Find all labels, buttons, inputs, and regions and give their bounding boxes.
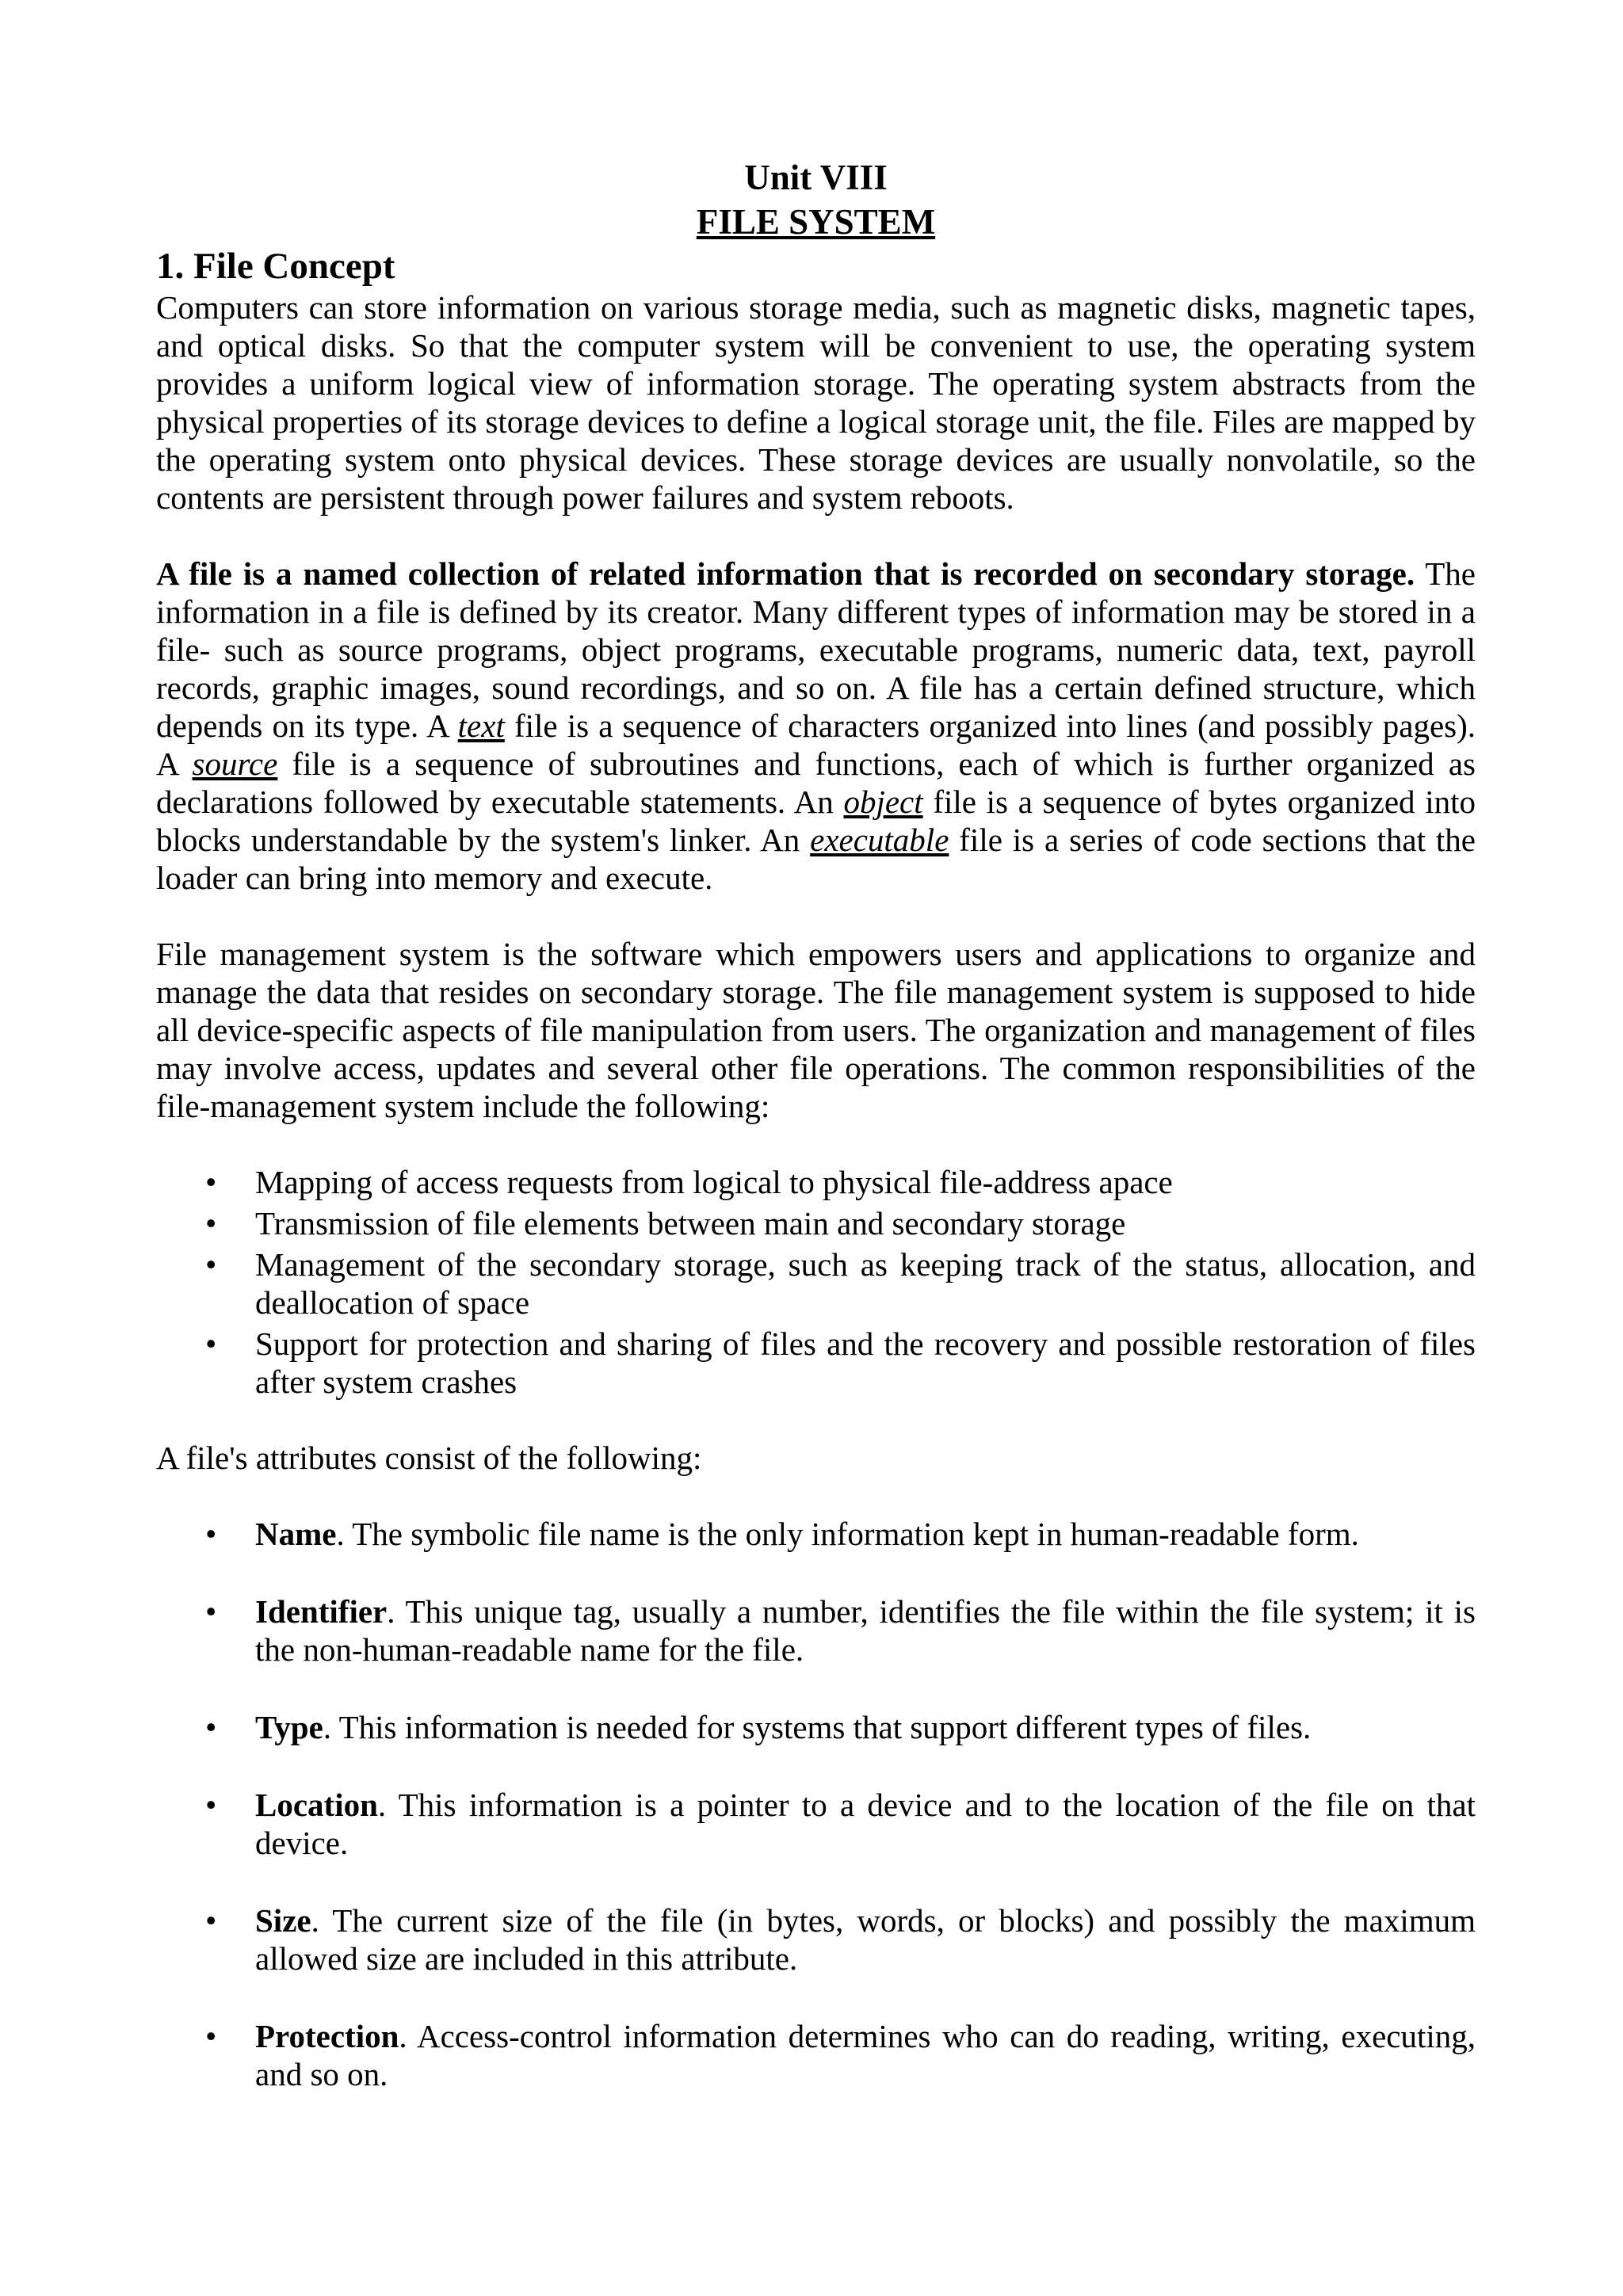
- bullet-icon: •: [205, 1709, 217, 1745]
- list-item: [156, 1786, 1476, 1862]
- term-executable: executable: [810, 822, 949, 858]
- bullet-icon: •: [205, 1516, 217, 1552]
- attribute-desc: . The symbolic file name is the only information kept in human-readable form.: [336, 1516, 1359, 1552]
- attribute-name: Size: [255, 1902, 311, 1939]
- attributes-list: [156, 1515, 1476, 2093]
- text-run: file is a sequence of characters organized into lines (and possibly pages). A: [156, 707, 1476, 782]
- bullet-icon: •: [205, 1325, 217, 1362]
- list-item-text: Transmission of file elements between main and secondary storage: [255, 1205, 1126, 1241]
- bullet-icon: •: [205, 1593, 217, 1630]
- paragraph-spacer: [156, 517, 1476, 555]
- attribute-name: Identifier: [255, 1593, 388, 1630]
- paragraph-file-management: File management system is the software which empowers users and applications to organize and manage the data that resides on secondary storage. The file management system is supposed to hide all device-specific aspects of file manipulation from users. The organization and management of files may involve access, updates and several other file operations. The common responsibilities of the file-management system include the following:: [156, 936, 1476, 1124]
- paragraph-intro: Computers can store information on various storage media, such as magnetic disks, magnetic tapes, and optical disks. So that the computer system will be convenient to use, the operating system provides a uniform logical view of information storage. The operating system abstracts from the physical properties of its storage devices to define a logical storage unit, the file. Files are mapped by the operating system onto physical devices. These storage devices are usually nonvolatile, so the contents are persistent through power failures and system reboots.: [156, 289, 1476, 516]
- bullet-icon: •: [205, 1205, 217, 1241]
- list-item: [156, 1204, 1476, 1242]
- attribute-name: Location: [255, 1787, 378, 1823]
- list-item-text: Management of the secondary storage, such as keeping track of the status, allocation, and deallocation of space: [255, 1246, 1476, 1321]
- attribute-desc: . This information is a pointer to a device and to the location of the file on that device.: [255, 1787, 1476, 1861]
- list-item: [156, 1163, 1476, 1201]
- file-definition-lead: A file is a named collection of related information that is recorded on secondary storage.: [156, 555, 1415, 592]
- bullet-icon: •: [205, 1246, 217, 1283]
- bullet-icon: •: [205, 1902, 217, 1939]
- list-item: [156, 1515, 1476, 1553]
- document-page: [156, 155, 1476, 2133]
- list-item: [156, 1592, 1476, 1669]
- list-item: [156, 1708, 1476, 1746]
- list-item-text: Mapping of access requests from logical to physical file-address apace: [255, 1164, 1173, 1200]
- term-source: source: [192, 746, 278, 782]
- term-object: object: [843, 784, 923, 820]
- page-title: FILE SYSTEM: [696, 202, 936, 242]
- unit-title: Unit VIII: [744, 158, 888, 197]
- text-run: file is a sequence of bytes organized into blocks understandable by the system's linker. An: [156, 784, 1476, 858]
- bullet-icon: •: [205, 1164, 217, 1200]
- text-run: file is a series of code sections that the loader can bring into memory and execute.: [156, 822, 1476, 896]
- list-item: [156, 1245, 1476, 1322]
- attribute-desc: . This unique tag, usually a number, identifies the file within the file system; it is the non-human-readable name for the file.: [255, 1593, 1476, 1668]
- list-item: [156, 1901, 1476, 1978]
- attribute-desc: . Access-control information determines who can do reading, writing, executing, and so on.: [255, 2018, 1476, 2092]
- text-run: file is a sequence of subroutines and functions, each of which is further organized as declarations followed by executable statements. An: [156, 746, 1476, 820]
- attribute-desc: . This information is needed for systems that support different types of files.: [323, 1709, 1312, 1745]
- list-item: [156, 2017, 1476, 2093]
- term-text: text: [457, 707, 505, 744]
- bullet-icon: •: [205, 1787, 217, 1823]
- attribute-name: Name: [255, 1516, 337, 1552]
- attribute-name: Protection: [255, 2018, 399, 2054]
- responsibilities-list: [156, 1163, 1476, 1401]
- bullet-icon: •: [205, 2018, 217, 2054]
- attribute-name: Type: [255, 1709, 323, 1745]
- section-heading: 1. File Concept: [156, 246, 395, 287]
- paragraph-file-definition: [156, 555, 1476, 897]
- attributes-intro: A file's attributes consist of the following:: [156, 1440, 702, 1476]
- list-item: [156, 1325, 1476, 1401]
- list-item-text: Support for protection and sharing of files and the recovery and possible restoration of files after system crashes: [255, 1325, 1476, 1400]
- text-run: The information in a file is defined by its creator. Many different types of information may be stored in a file- such as source programs, object programs, executable programs, numeric data, text, payroll records, graphic images, sound recordings, and so on. A file has a certain defined structure, which depends on its type. A: [156, 555, 1476, 744]
- paragraph-spacer: [156, 897, 1476, 935]
- attribute-desc: . The current size of the file (in bytes, words, or blocks) and possibly the maximum allowed size are included in this attribute.: [255, 1902, 1476, 1977]
